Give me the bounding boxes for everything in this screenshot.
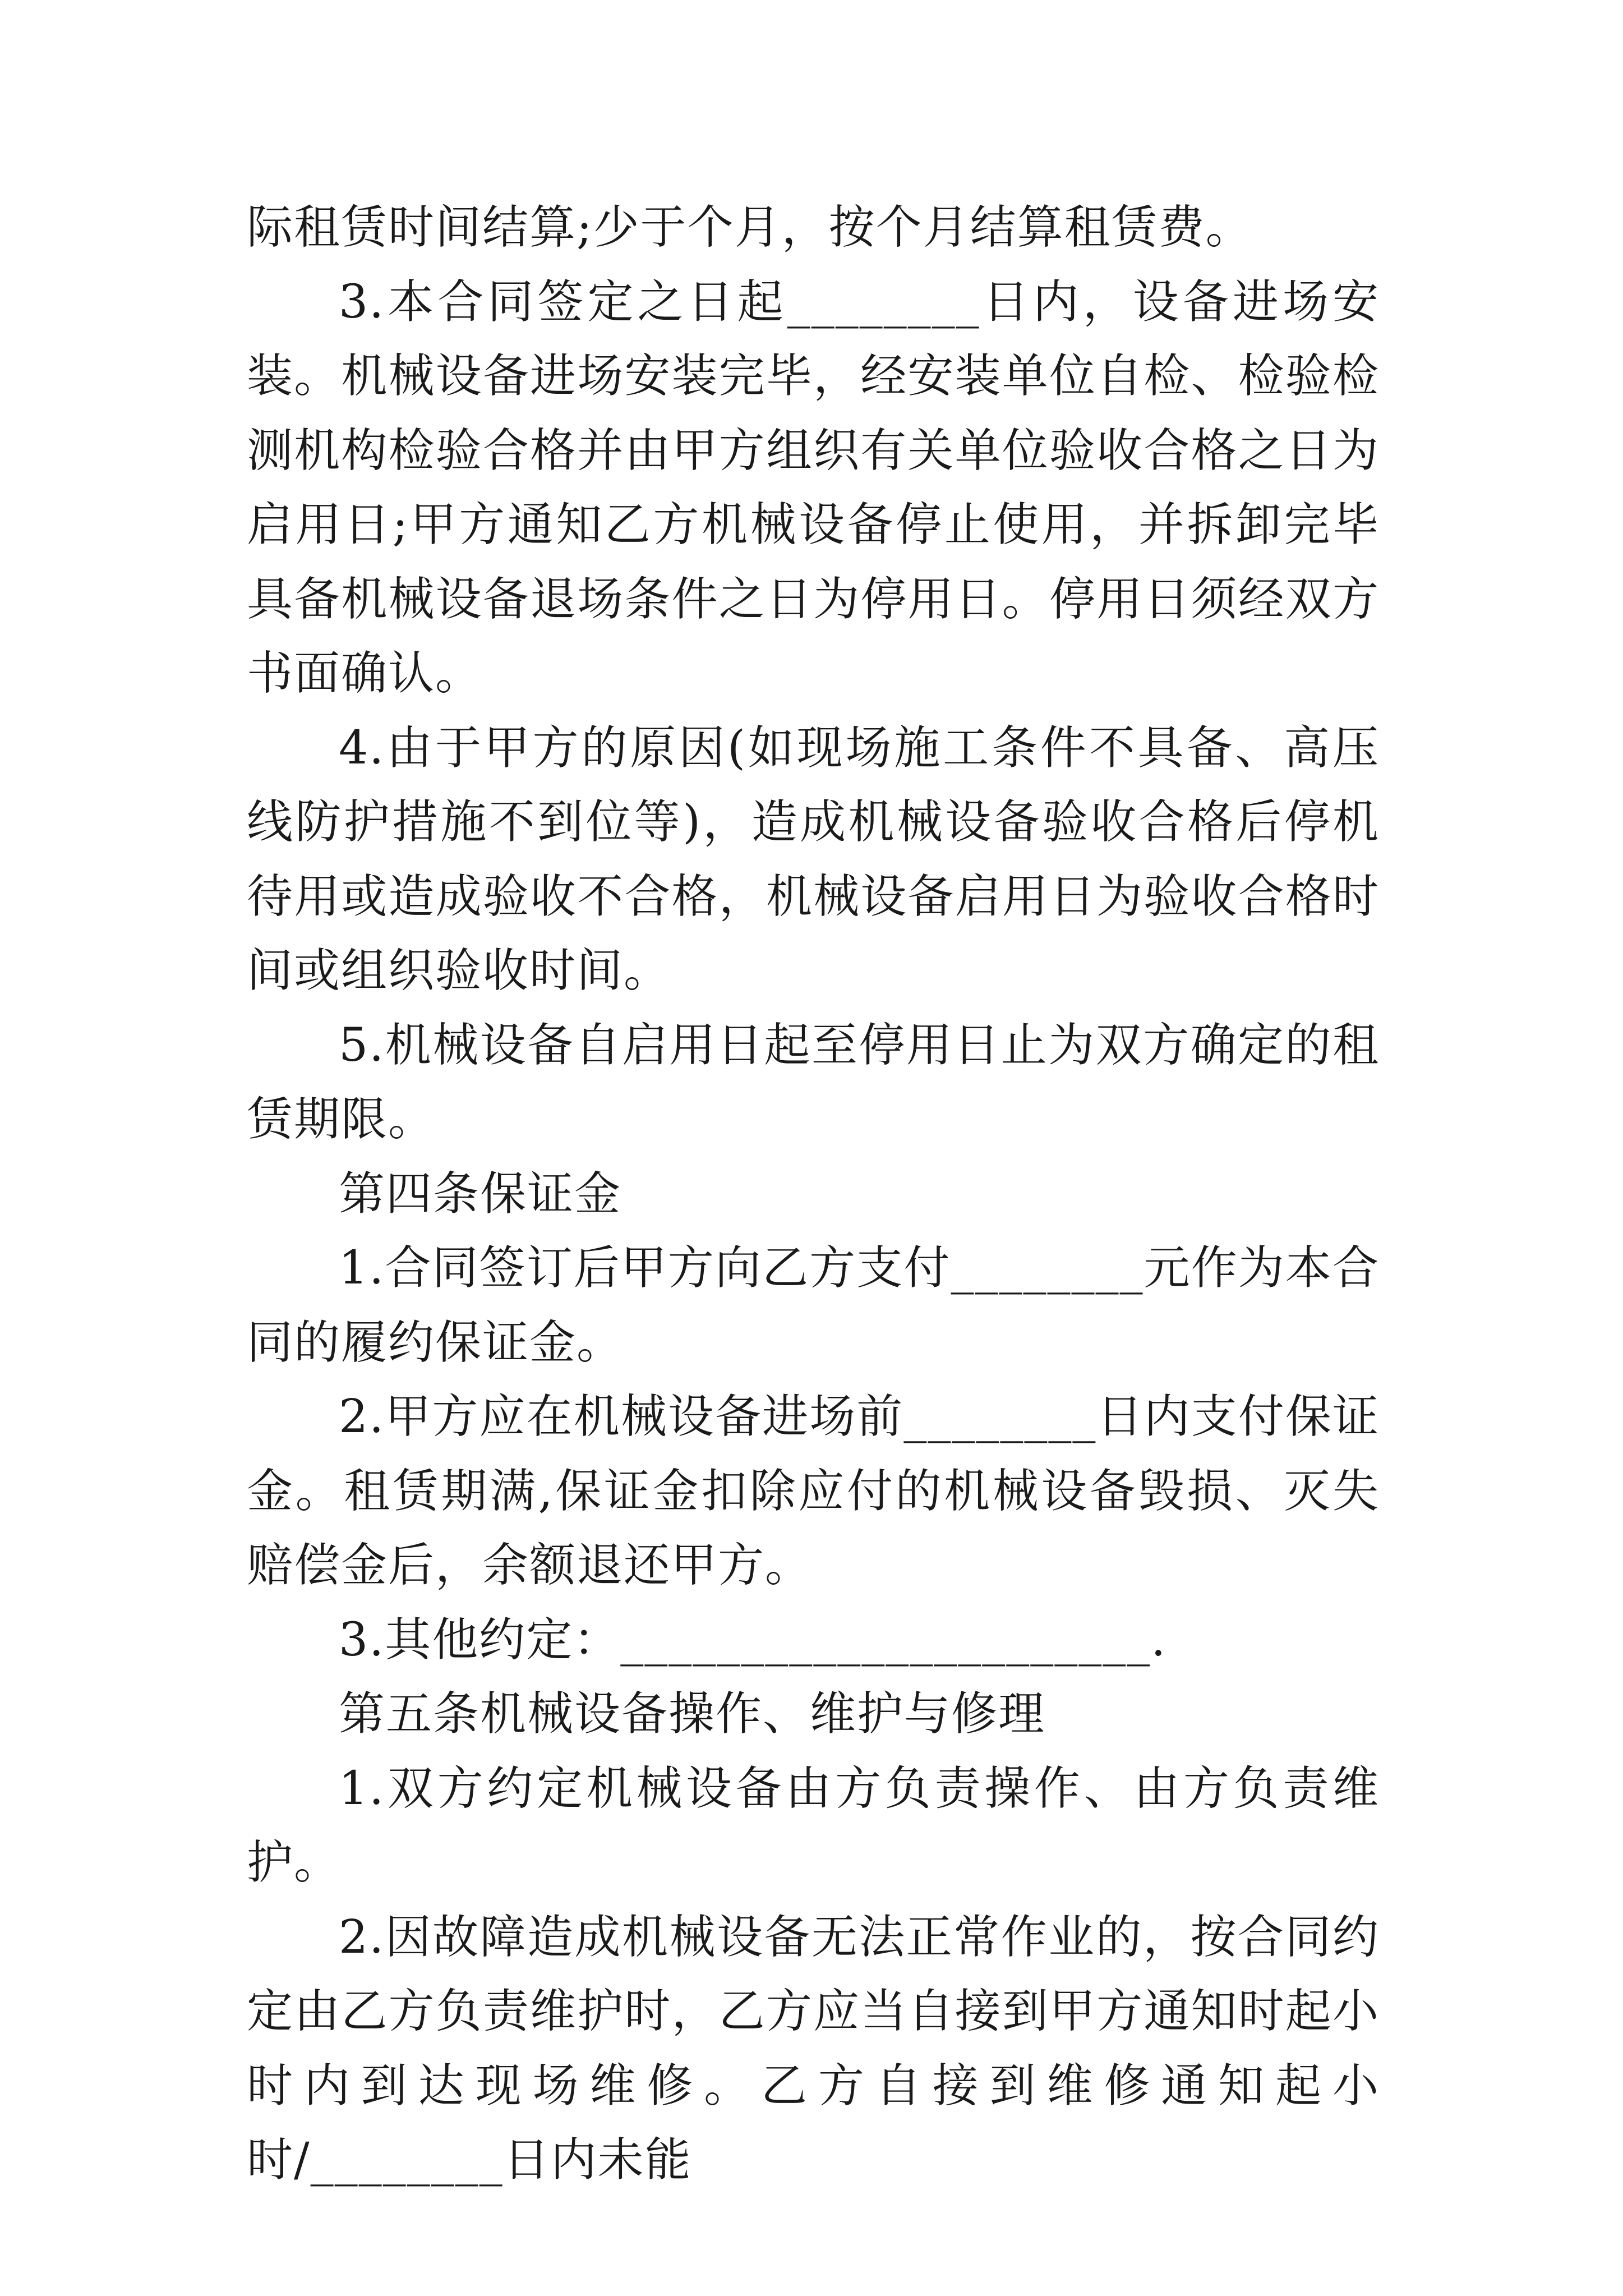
paragraph-clause-3-4: 4.由于甲方的原因(如现场施工条件不具备、高压线防护措施不到位等)，造成机械设备验收合格后停机待用或造成验收不合格，机械设备启用日为验收合格时间或组织验收时间。 bbox=[247, 721, 1380, 997]
paragraph-clause-3-3: 3.本合同签定之日起________日内，设备进场安装。机械设备进场安装完毕，经安装单位自检、检验检测机构检验合格并由甲方组织有关单位验收合格之日为启用日;甲方通知乙方机械设备停止使用，并拆卸完毕具备机械设备退场条件之日为停用日。停用日须经双方书面确认。 bbox=[247, 275, 1380, 700]
paragraph-clause-5-2: 2.因故障造成机械设备无法正常作业的，按合同约定由乙方负责维护时，乙方应当自接到甲方通知时起小时内到达现场维修。乙方自接到维修通知起小时/________日内未能 bbox=[247, 1910, 1380, 2187]
heading-article-4: 第四条保证金 bbox=[339, 1167, 622, 1221]
paragraph-clause-4-3: 3.其他约定：______________________. bbox=[339, 1613, 1167, 1667]
paragraph-clause-3-5: 5.机械设备自启用日起至停用日止为双方确定的租赁期限。 bbox=[247, 1018, 1380, 1146]
paragraph-clause-4-1: 1.合同签订后甲方向乙方支付________元作为本合同的履约保证金。 bbox=[247, 1241, 1380, 1369]
paragraph-continuation: 际租赁时间结算;少于个月，按个月结算租赁费。 bbox=[247, 201, 1253, 254]
heading-article-5: 第五条机械设备操作、维护与修理 bbox=[339, 1687, 1046, 1741]
paragraph-clause-4-2: 2.甲方应在机械设备进场前________日内支付保证金。租赁期满,保证金扣除应付的机械设备毁损、灭失赔偿金后，余额退还甲方。 bbox=[247, 1390, 1380, 1592]
paragraph-clause-5-1: 1.双方约定机械设备由方负责操作、由方负责维护。 bbox=[247, 1761, 1380, 1889]
contract-text bbox=[247, 191, 1380, 2198]
